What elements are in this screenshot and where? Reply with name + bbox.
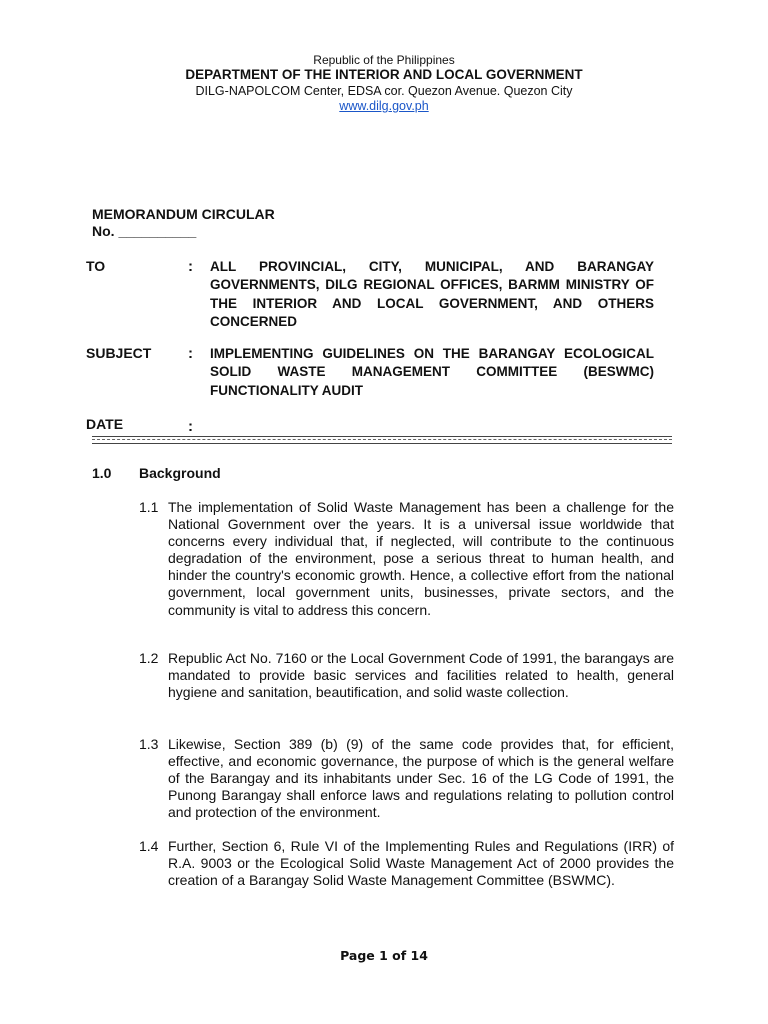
paragraph-number: 1.2 (139, 650, 159, 666)
date-colon: : (188, 418, 193, 435)
paragraph-number: 1.1 (139, 499, 159, 515)
to-value: ALL PROVINCIAL, CITY, MUNICIPAL, AND BARANGAY GOVERNMENTS, DILG REGIONAL OFFICES, BARMM MINISTRY OF THE INTERIOR AND LOCAL GOVERNMENT, AND OTHERS CONCERNED (210, 259, 654, 329)
subject-label: SUBJECT (86, 345, 152, 361)
to-colon: : (188, 258, 193, 275)
department-address: DILG-NAPOLCOM Center, EDSA cor. Quezon Avenue. Quezon City (195, 84, 573, 98)
separator-rule (92, 436, 672, 444)
paragraph-1-1 (139, 499, 674, 619)
paragraph-number: 1.4 (139, 838, 159, 854)
paragraph-1-2 (139, 650, 674, 701)
paragraph-number: 1.3 (139, 736, 159, 752)
date-label: DATE (86, 416, 124, 432)
paragraph-text: The implementation of Solid Waste Management has been a challenge for the National Government over the years. It is a universal issue worldwide that concerns every individual that, if neglected, will contribute to the continuous degradation of the environment, pose a serious threat to human health, and hinder the country's economic growth. Hence, a collective effort from the national government, local government units, businesses, private sectors, and the community is vital to address this concern. (168, 499, 674, 618)
memo-number: No. __________ (92, 223, 197, 239)
to-label: TO (86, 258, 106, 274)
website-link[interactable]: www.dilg.gov.ph (339, 99, 429, 113)
paragraph-1-4 (139, 838, 674, 889)
subject-value: IMPLEMENTING GUIDELINES ON THE BARANGAY ECOLOGICAL SOLID WASTE MANAGEMENT COMMITTEE (BESWMC) FUNCTIONALITY AUDIT (210, 346, 654, 398)
section-title: Background (139, 465, 221, 481)
paragraph-text: Likewise, Section 389 (b) (9) of the same code provides that, for efficient, effective, and economic governance, the purpose of which is the general welfare of the Barangay and its inhabitants under Sec. 16 of the LG Code of 1991, the Punong Barangay shall enforce laws and regulations relating to pollution control and protection of the environment. (168, 736, 674, 821)
republic-line: Republic of the Philippines (313, 53, 455, 67)
section-number: 1.0 (92, 465, 112, 481)
paragraph-text: Further, Section 6, Rule VI of the Implementing Rules and Regulations (IRR) of R.A. 9003 or the Ecological Solid Waste Management Act of 2000 provides the creation of a Barangay Solid Waste Management Committee (BSWMC). (168, 838, 674, 889)
subject-colon: : (188, 345, 193, 362)
paragraph-1-3 (139, 736, 674, 821)
department-name: DEPARTMENT OF THE INTERIOR AND LOCAL GOVERNMENT (185, 67, 583, 82)
paragraph-text: Republic Act No. 7160 or the Local Government Code of 1991, the barangays are mandated to provide basic services and facilities related to health, general hygiene and sanitation, beautification, and solid waste collection. (168, 650, 674, 701)
memo-title: MEMORANDUM CIRCULAR (92, 206, 275, 222)
page-number: Page 1 of 14 (340, 948, 428, 963)
